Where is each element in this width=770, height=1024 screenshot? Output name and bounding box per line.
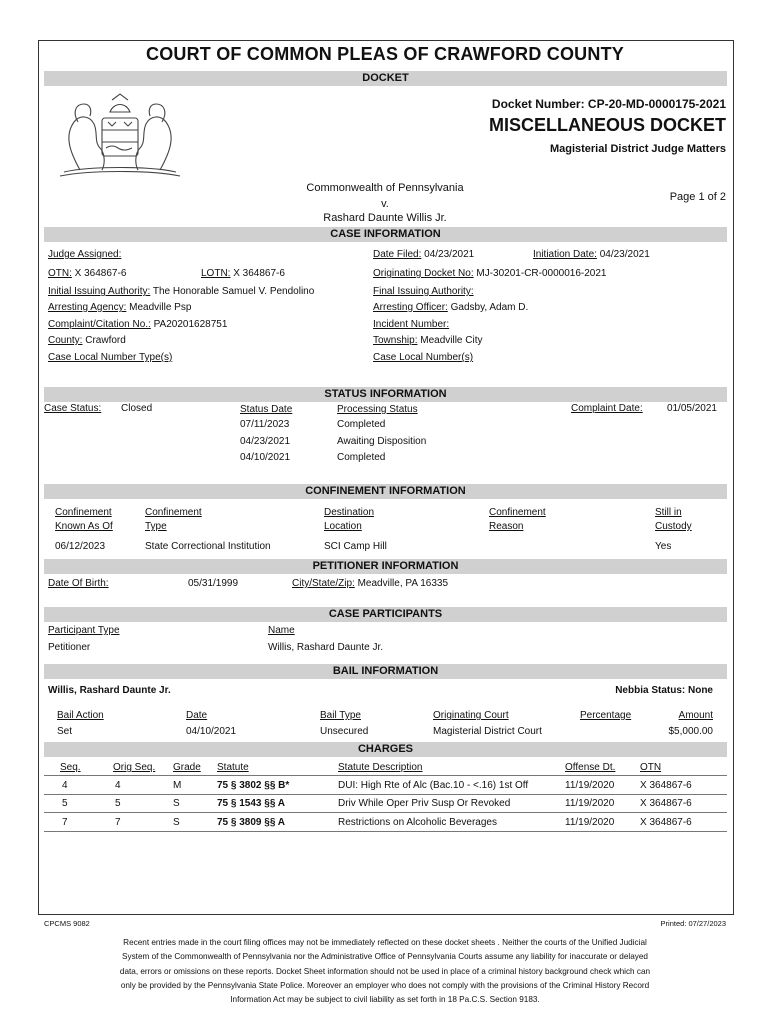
lotn: LOTN: X 364867-6 [201,268,285,279]
destination-location: SCI Camp Hill [324,541,387,552]
caption-line2: v. [381,198,389,210]
page-indicator: Page 1 of 2 [669,191,726,203]
printed-date: Printed: 07/27/2023 [660,919,726,928]
disclaimer-line: System of the Commonwealth of Pennsylvania nor the Administrative Office of Pennsylvania Courts assume any liability for inaccurate or delayed [122,952,648,962]
charge-otn: X 364867-6 [640,798,692,809]
confinement-known-as-of-label: Confinement [55,507,112,518]
participant-type: Petitioner [48,642,91,653]
amount-label: Amount [678,710,713,721]
confinement-reason-label: Confinement [489,507,546,518]
bail-defendant: Willis, Rashard Daunte Jr. [48,685,171,696]
bail-type: Unsecured [320,726,369,737]
date-of-birth: 05/31/1999 [188,578,239,589]
row-divider [44,794,727,795]
pennsylvania-seal-icon [50,92,190,178]
confinement-type-label: Confinement [145,507,202,518]
confinement-known-as-of: 06/12/2023 [55,541,106,552]
participant-type-label: Participant Type [48,625,120,636]
petitioner-information-header: PETITIONER INFORMATION [44,559,727,574]
seq-label: Seq. [60,762,81,773]
case-participants-header: CASE PARTICIPANTS [44,607,727,622]
percentage-label: Percentage [580,710,632,721]
charge-seq: 5 [62,798,68,809]
docket-header-bar: DOCKET [44,71,727,86]
charge-otn: X 364867-6 [640,817,692,828]
disclaimer-line: data, errors or omissions on these reports. Docket Sheet information should not be used in place of a criminal history background check which can [119,966,651,976]
originating-court-label: Originating Court [433,710,509,721]
bail-date: 04/10/2021 [186,726,237,737]
charge-otn: X 364867-6 [640,780,692,791]
charge-grade: M [173,780,182,791]
originating-docket: Originating Docket No: MJ-30201-CR-0000016-2021 [373,268,607,279]
charge-offense-date: 11/19/2020 [565,780,615,791]
charge-offense-date: 11/19/2020 [565,817,615,828]
destination-location-label: Destination [324,507,375,518]
disclaimer-line: Information Act may be subject to civil liability as set forth in 18 Pa.C.S. Section 9183. [230,995,540,1005]
destination-location-label-2: Location [324,521,362,532]
arresting-officer: Arresting Officer: Gadsby, Adam D. [373,302,529,313]
court-title: COURT OF COMMON PLEAS OF CRAWFORD COUNTY [146,44,624,64]
status-row-date: 04/23/2021 [240,436,291,447]
statute-label: Statute [217,762,249,773]
confinement-known-as-of-label-2: Known As Of [55,521,113,532]
participant-name: Willis, Rashard Daunte Jr. [268,642,384,653]
judge-assigned-label: Judge Assigned: [48,249,122,260]
date-of-birth-label: Date Of Birth: [48,578,109,589]
bail-type-label: Bail Type [320,710,361,721]
bail-action-label: Bail Action [57,710,104,721]
bail-information-header: BAIL INFORMATION [44,664,727,679]
status-row-status: Completed [337,419,386,430]
charge-seq: 4 [62,780,68,791]
case-information-header: CASE INFORMATION [44,227,727,242]
initiation-date: Initiation Date: 04/23/2021 [533,249,650,260]
offense-date-label: Offense Dt. [565,762,616,773]
status-row-date: 04/10/2021 [240,452,291,463]
grade-label: Grade [173,762,201,773]
orig-seq-label: Orig Seq. [113,762,156,773]
initial-issuing-authority: Initial Issuing Authority: The Honorable Samuel V. Pendolino [48,286,315,297]
charge-grade: S [173,798,180,809]
still-in-custody: Yes [655,541,672,552]
charges-otn-label: OTN [640,762,662,773]
charge-offense-date: 11/19/2020 [565,798,615,809]
disclaimer [80,936,690,1007]
charge-seq: 7 [62,817,68,828]
otn: OTN: X 364867-6 [48,268,127,279]
docket-number: Docket Number: CP-20-MD-0000175-2021 [491,97,726,111]
status-date-label: Status Date [240,404,293,415]
charge-orig-seq: 4 [115,780,121,791]
complaint-citation-no: Complaint/Citation No.: PA20201628751 [48,319,228,330]
status-information-header: STATUS INFORMATION [44,387,727,402]
still-in-custody-label-2: Custody [655,521,692,532]
participant-name-label: Name [268,625,295,636]
bail-date-label: Date [186,710,208,721]
nebbia-status: Nebbia Status: None [615,685,713,696]
charge-statute: 75 § 3802 §§ B* [217,780,290,791]
city-state-zip: City/State/Zip: Meadville, PA 16335 [292,578,449,589]
row-divider [44,812,727,813]
docket-type: MISCELLANEOUS DOCKET [488,115,726,135]
incident-number-label: Incident Number: [373,319,450,330]
charge-description: Restrictions on Alcoholic Beverages [338,817,497,828]
disclaimer-line: Recent entries made in the court filing offices may not be immediately reflected on these docket sheets . Neither the courts of the Unified Judicial [123,938,647,947]
form-id: CPCMS 9082 [44,919,90,928]
complaint-date-value: 01/05/2021 [666,403,717,414]
township: Township: Meadville City [373,335,483,346]
processing-status-label: Processing Status [337,404,418,415]
bail-action: Set [57,726,73,737]
charge-grade: S [173,817,180,828]
caption-line1: Commonwealth of Pennsylvania [306,182,464,194]
status-row-status: Completed [337,452,386,463]
date-filed: Date Filed: 04/23/2021 [373,249,475,260]
disclaimer-line: only be provided by the Pennsylvania State Police. Moreover an employer who does not comply with the provisions of the Criminal History Record [120,980,650,990]
confinement-reason-label-2: Reason [489,521,524,532]
charge-statute: 75 § 1543 §§ A [217,798,286,809]
originating-court: Magisterial District Court [433,726,542,737]
status-row-status: Awaiting Disposition [337,436,427,447]
row-divider [44,831,727,832]
case-local-number-types: Case Local Number Type(s) [48,352,173,363]
case-status-label: Case Status: [44,403,102,414]
case-local-numbers: Case Local Number(s) [373,352,474,363]
charge-orig-seq: 5 [115,798,121,809]
confinement-type-label-2: Type [145,521,167,532]
arresting-agency: Arresting Agency: Meadville Psp [48,302,192,313]
docket-subtype: Magisterial District Judge Matters [549,143,726,155]
still-in-custody-label: Still in [655,507,682,518]
charge-orig-seq: 7 [115,817,121,828]
status-row-date: 07/11/2023 [240,419,290,430]
confinement-type: State Correctional Institution [145,541,271,552]
charges-header: CHARGES [44,742,727,757]
bail-amount: $5,000.00 [668,726,713,737]
charge-statute: 75 § 3809 §§ A [217,817,286,828]
complaint-date-label: Complaint Date: [571,403,643,414]
row-divider [44,775,727,776]
final-issuing-authority-label: Final Issuing Authority: [373,286,474,297]
caption-line3: Rashard Daunte Willis Jr. [323,212,447,224]
case-status-value: Closed [121,403,153,414]
charge-description: Driv While Oper Priv Susp Or Revoked [338,798,511,809]
charge-description: DUI: High Rte of Alc (Bac.10 - <.16) 1st Off [338,780,529,791]
confinement-information-header: CONFINEMENT INFORMATION [44,484,727,499]
county: County: Crawford [48,335,126,346]
statute-description-label: Statute Description [338,762,423,773]
